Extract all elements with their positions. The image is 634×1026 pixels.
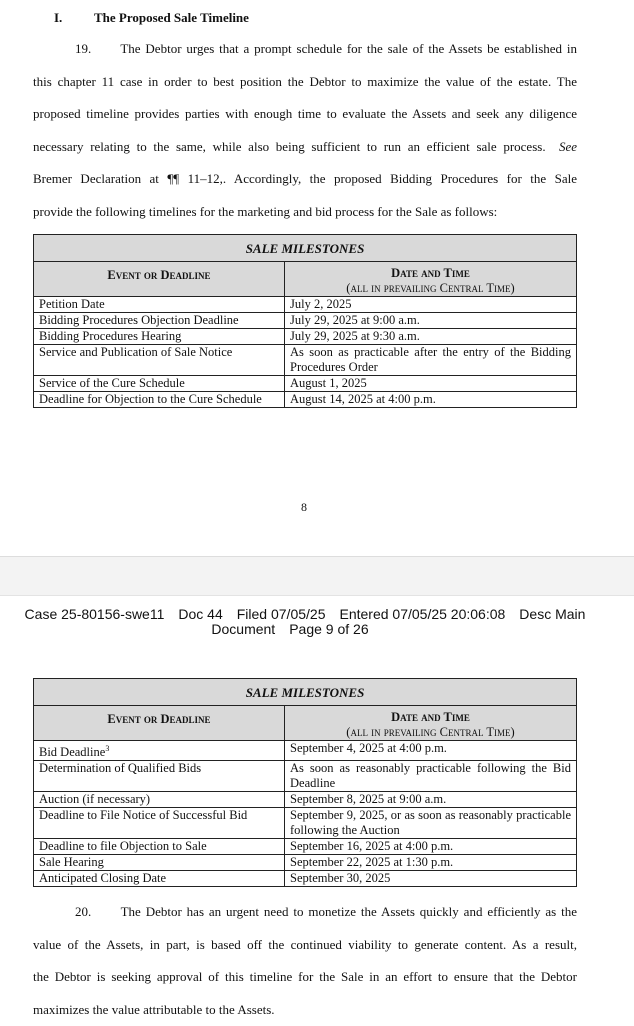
table-body bbox=[34, 741, 577, 887]
see-signal: See bbox=[559, 139, 577, 154]
paragraph-20 bbox=[33, 896, 577, 1026]
date-cell: September 8, 2025 at 9:00 a.m. bbox=[285, 792, 577, 808]
table-row bbox=[34, 313, 577, 329]
date-cell: September 4, 2025 at 4:00 p.m. bbox=[285, 741, 577, 761]
table-row bbox=[34, 839, 577, 855]
event-cell: Deadline to file Objection to Sale bbox=[34, 839, 285, 855]
table-row bbox=[34, 741, 577, 761]
event-cell: Petition Date bbox=[34, 297, 285, 313]
event-cell: Service of the Cure Schedule bbox=[34, 376, 285, 392]
date-cell: As soon as reasonably practicable following the Bid Deadline bbox=[285, 761, 577, 792]
page-number: 8 bbox=[0, 500, 608, 515]
desc: Desc Main bbox=[519, 606, 585, 622]
paragraph-line: this chapter 11 case in order to best position the Debtor to maximize the value of the estate. The bbox=[33, 66, 577, 99]
date-cell: September 16, 2025 at 4:00 p.m. bbox=[285, 839, 577, 855]
page-indicator: Page 9 of 26 bbox=[289, 621, 368, 637]
document-label: Document bbox=[211, 621, 275, 637]
table-body bbox=[34, 297, 577, 408]
event-cell: Service and Publication of Sale Notice bbox=[34, 345, 285, 376]
table-row bbox=[34, 808, 577, 839]
paragraph-line: value of the Assets, in part, is based off the continued viability to generate content. As a result, bbox=[33, 929, 577, 962]
doc-number: Doc 44 bbox=[178, 606, 222, 622]
column-header-event: Event or Deadline bbox=[34, 262, 285, 297]
paragraph-line: Bremer Declaration at ¶¶ 11–12,. Accordingly, the proposed Bidding Procedures for the Sale bbox=[33, 163, 577, 196]
table-row bbox=[34, 792, 577, 808]
event-cell: Bidding Procedures Objection Deadline bbox=[34, 313, 285, 329]
date-cell: July 29, 2025 at 9:30 a.m. bbox=[285, 329, 577, 345]
column-header-date: Date and Time (all in prevailing Central Time) bbox=[285, 262, 577, 297]
date-cell: August 1, 2025 bbox=[285, 376, 577, 392]
date-cell: September 9, 2025, or as soon as reasonably practicable following the Auction bbox=[285, 808, 577, 839]
event-cell: Determination of Qualified Bids bbox=[34, 761, 285, 792]
table-row bbox=[34, 392, 577, 408]
event-cell: Deadline to File Notice of Successful Bid bbox=[34, 808, 285, 839]
paragraph-line: 20. The Debtor has an urgent need to monetize the Assets quickly and efficiently as the bbox=[33, 896, 577, 929]
table-title: SALE MILESTONES bbox=[34, 235, 577, 262]
page-break bbox=[0, 556, 634, 596]
event-cell: Deadline for Objection to the Cure Schedule bbox=[34, 392, 285, 408]
paragraph-line: 19. The Debtor urges that a prompt schedule for the sale of the Assets be established in bbox=[33, 33, 577, 66]
section-heading bbox=[54, 10, 249, 26]
case-number: Case 25-80156-swe11 bbox=[25, 606, 165, 622]
table-row bbox=[34, 329, 577, 345]
table-row bbox=[34, 855, 577, 871]
event-cell: Anticipated Closing Date bbox=[34, 871, 285, 887]
date-cell: August 14, 2025 at 4:00 p.m. bbox=[285, 392, 577, 408]
section-title: The Proposed Sale Timeline bbox=[94, 10, 249, 25]
event-cell: Auction (if necessary) bbox=[34, 792, 285, 808]
table-row bbox=[34, 761, 577, 792]
event-cell: Sale Hearing bbox=[34, 855, 285, 871]
paragraph-line: proposed timeline provides parties with enough time to evaluate the Assets and seek any diligence bbox=[33, 98, 577, 131]
column-header-date: Date and Time (all in prevailing Central Time) bbox=[285, 706, 577, 741]
table-row bbox=[34, 345, 577, 376]
event-cell: Bidding Procedures Hearing bbox=[34, 329, 285, 345]
date-cell: July 2, 2025 bbox=[285, 297, 577, 313]
sale-milestones-table bbox=[33, 234, 577, 408]
table-row bbox=[34, 297, 577, 313]
paragraph-number: 19. bbox=[75, 41, 91, 56]
date-cell: September 30, 2025 bbox=[285, 871, 577, 887]
filed-date: Filed 07/05/25 bbox=[237, 606, 326, 622]
paragraph-number: 20. bbox=[75, 904, 91, 919]
table-title: SALE MILESTONES bbox=[34, 679, 577, 706]
sale-milestones-table-continued bbox=[33, 678, 577, 887]
footnote-marker: 3 bbox=[105, 744, 109, 753]
case-header bbox=[0, 607, 610, 637]
paragraph-19 bbox=[33, 33, 577, 228]
paragraph-line: the Debtor is seeking approval of this timeline for the Sale in an effort to ensure that the Debtor bbox=[33, 961, 577, 994]
column-header-event: Event or Deadline bbox=[34, 706, 285, 741]
section-number: I. bbox=[54, 10, 94, 26]
table-row bbox=[34, 871, 577, 887]
date-cell: July 29, 2025 at 9:00 a.m. bbox=[285, 313, 577, 329]
event-cell: Bid Deadline$^3$ bbox=[34, 741, 285, 761]
date-cell: September 22, 2025 at 1:30 p.m. bbox=[285, 855, 577, 871]
date-cell: As soon as practicable after the entry of the Bidding Procedures Order bbox=[285, 345, 577, 376]
paragraph-line: provide the following timelines for the marketing and bid process for the Sale as follows: bbox=[33, 196, 577, 229]
paragraph-line: necessary relating to the same, while also being sufficient to run an efficient sale process. See bbox=[33, 131, 577, 164]
table-row bbox=[34, 376, 577, 392]
entered-date: Entered 07/05/25 20:06:08 bbox=[339, 606, 505, 622]
paragraph-line: maximizes the value attributable to the Assets. bbox=[33, 994, 577, 1026]
